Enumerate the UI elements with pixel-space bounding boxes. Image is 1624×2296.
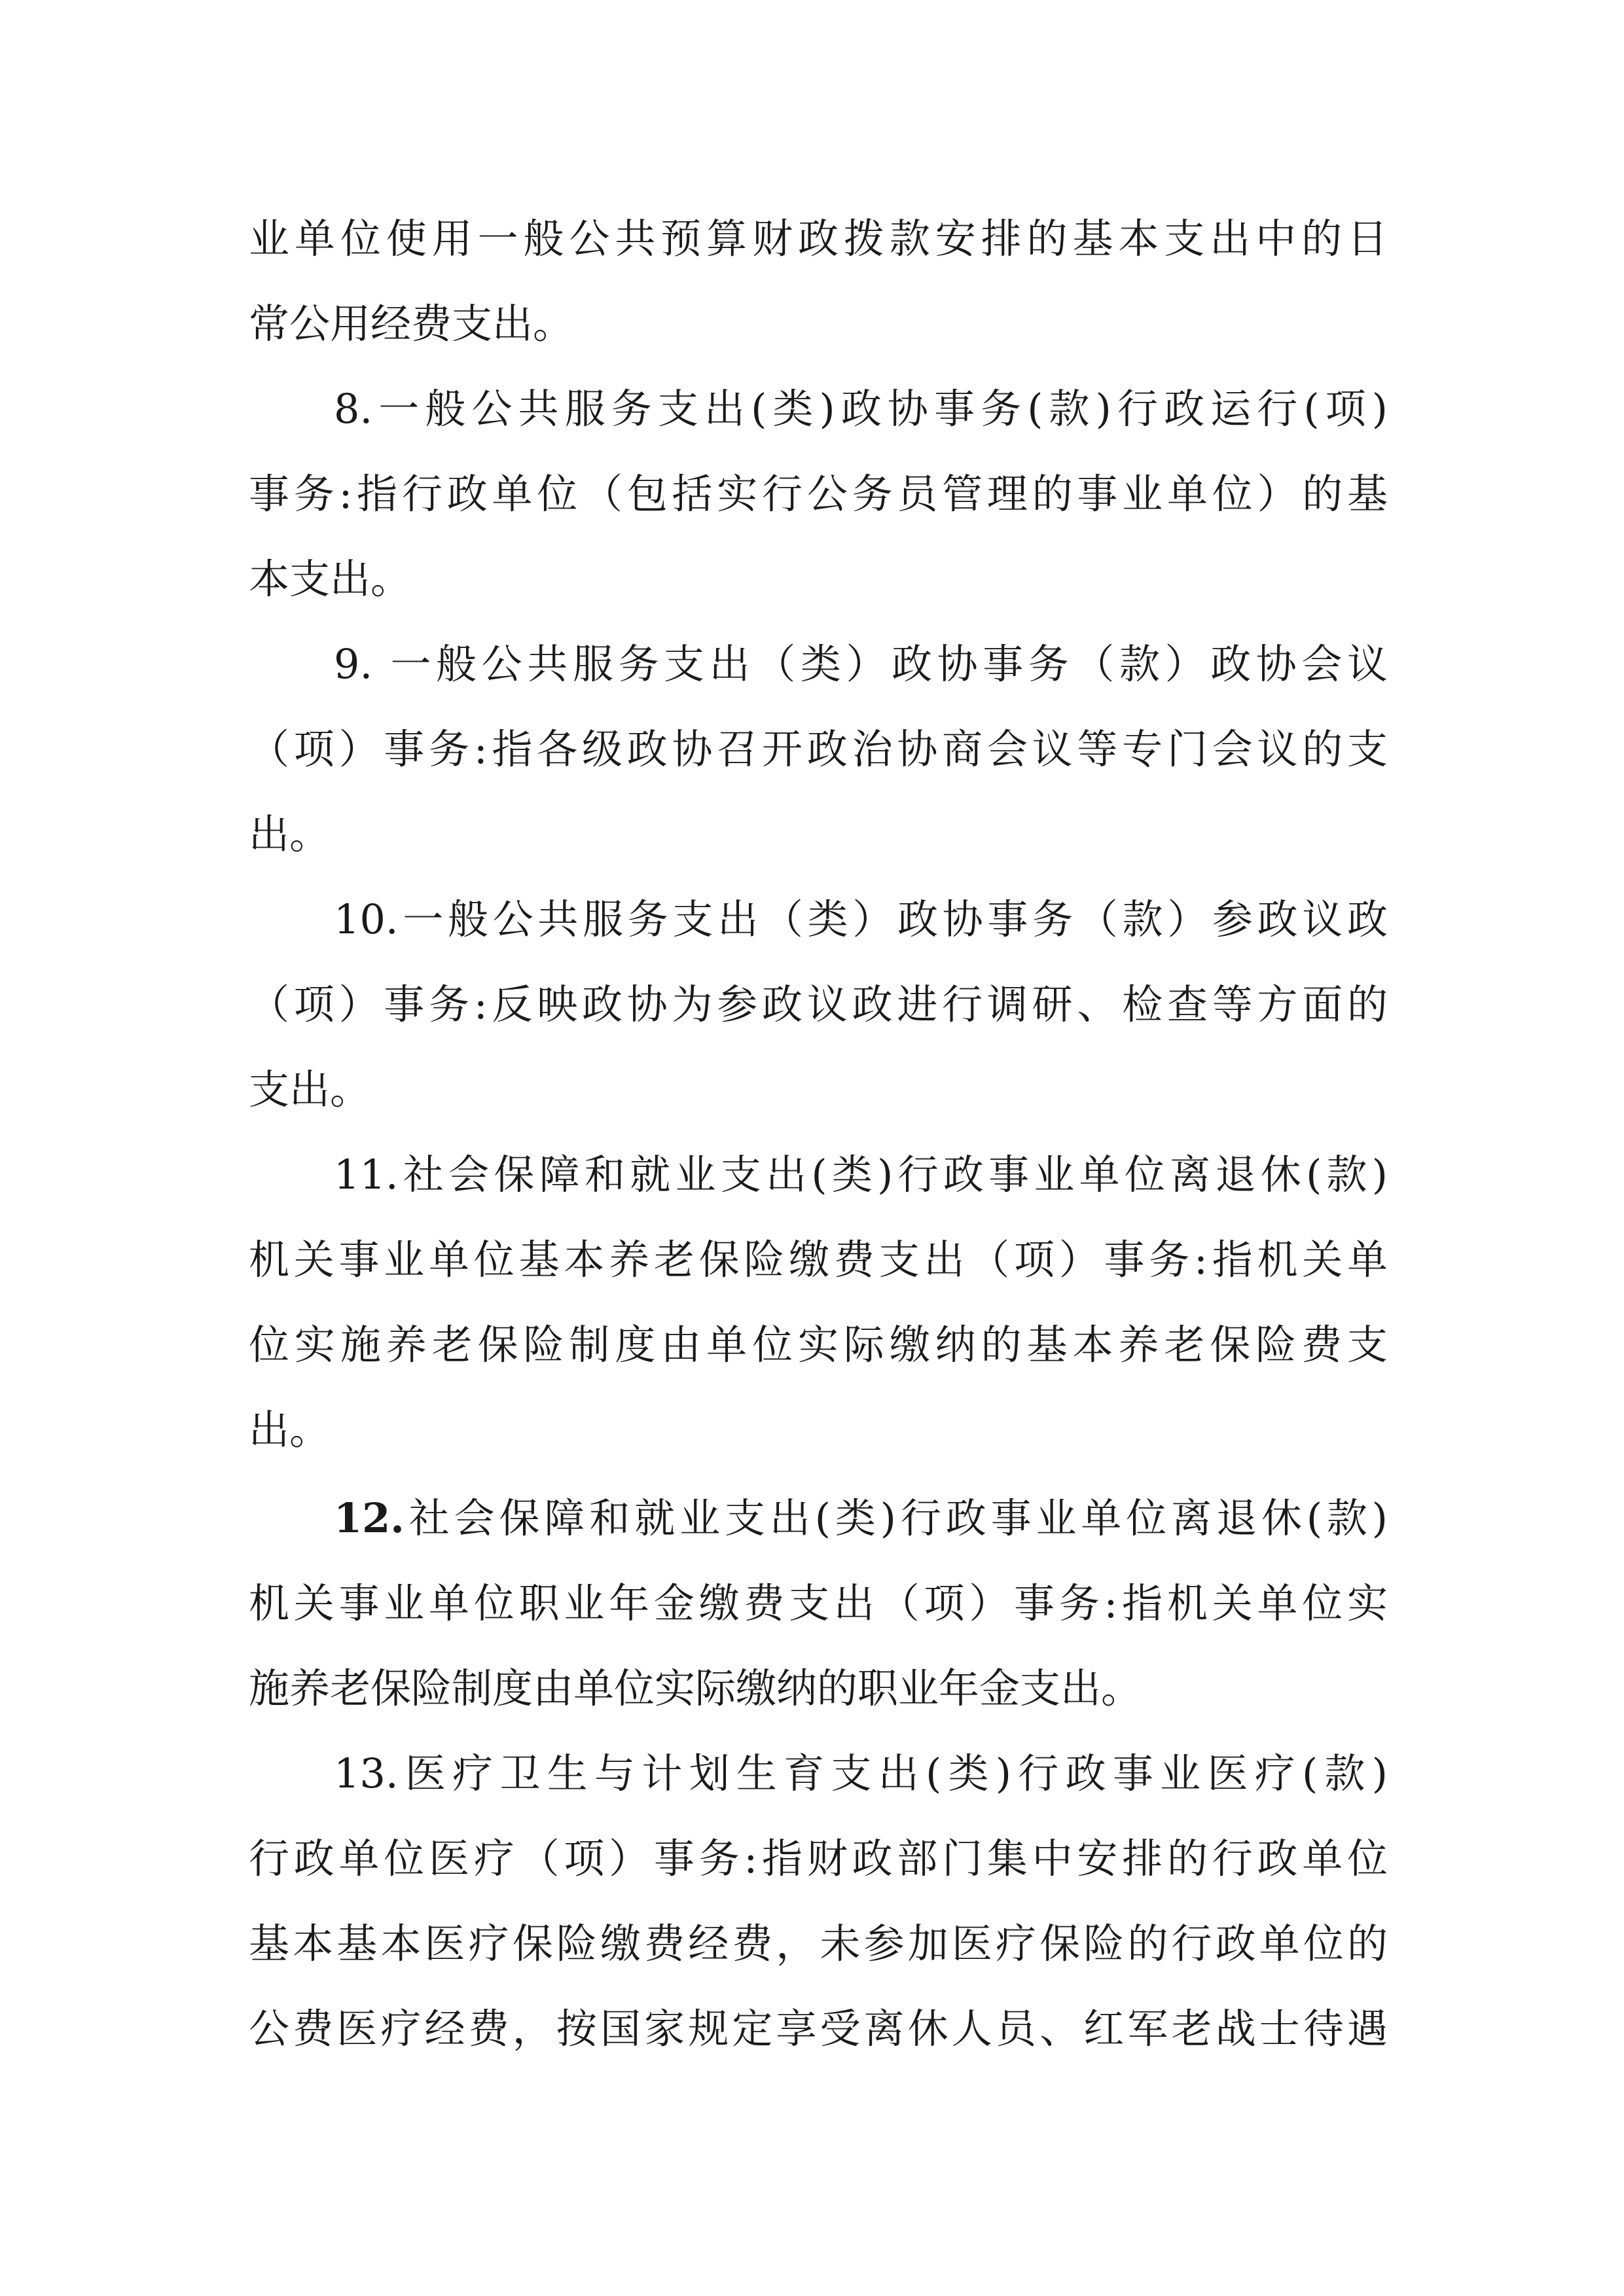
paragraph-line: （项）事务:反映政协为参政议政进行调研、检查等方面的 [249,980,1388,1028]
paragraph-line: 出。 [249,1406,331,1454]
paragraph-line: 施养老保险制度由单位实际缴纳的职业年金支出。 [249,1664,1142,1712]
paragraph-line: 位实施养老保险制度由单位实际缴纳的基本养老保险费支 [249,1321,1388,1369]
paragraph-line: 机关事业单位职业年金缴费支出（项）事务:指机关单位实 [249,1579,1388,1627]
paragraph-line: 行政单位医疗（项）事务:指财政部门集中安排的行政单位 [249,1835,1388,1882]
paragraph-line: 公费医疗经费，按国家规定享受离休人员、红军老战士待遇 [249,2005,1388,2053]
paragraph-line: 本支出。 [249,555,412,603]
paragraph-line: 业单位使用一般公共预算财政拨款安排的基本支出中的日 [249,215,1388,262]
paragraph-line: 出。 [249,810,331,858]
item-12-heading: 12.社会保障和就业支出(类)行政事业单位离退休(款) [334,1494,1388,1542]
paragraph-line: 事务:指行政单位（包括实行公务员管理的事业单位）的基 [249,470,1388,518]
item-8-heading: 8.一般公共服务支出(类)政协事务(款)行政运行(项) [334,385,1388,433]
paragraph-line: 支出。 [249,1066,371,1113]
item-number: 12. [334,1494,405,1542]
item-11-heading: 11.社会保障和就业支出(类)行政事业单位离退休(款) [334,1151,1388,1198]
paragraph-line: （项）事务:指各级政协召开政治协商会议等专门会议的支 [249,725,1388,773]
item-13-heading: 13.医疗卫生与计划生育支出(类)行政事业医疗(款) [334,1749,1388,1797]
item-10-heading: 10.一般公共服务支出（类）政协事务（款）参政议政 [334,895,1388,943]
item-9-heading: 9. 一般公共服务支出（类）政协事务（款）政协会议 [334,640,1388,688]
paragraph-line: 基本基本医疗保险缴费经费，未参加医疗保险的行政单位的 [249,1920,1388,1967]
paragraph-line: 常公用经费支出。 [249,300,574,348]
paragraph-line: 机关事业单位基本养老保险缴费支出（项）事务:指机关单 [249,1236,1388,1283]
